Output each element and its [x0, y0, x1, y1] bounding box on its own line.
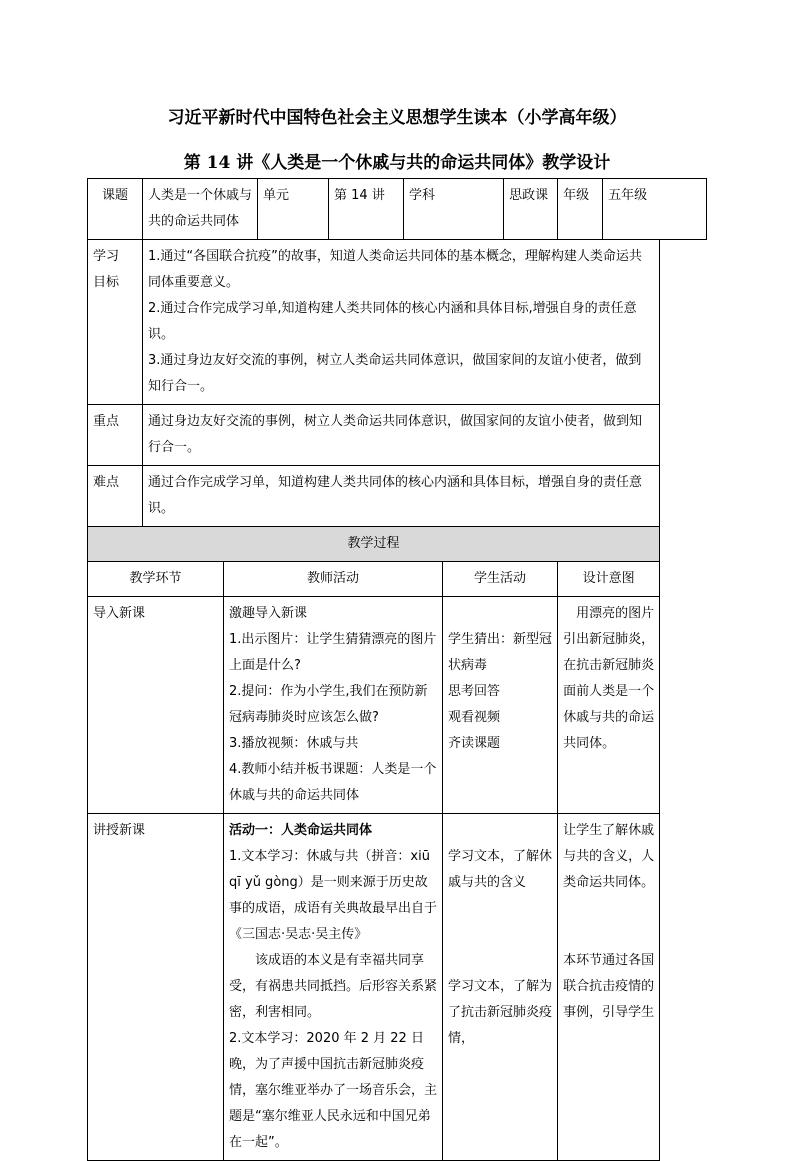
unit-value: 第 14 讲	[329, 179, 404, 240]
stage-intro-teacher	[224, 597, 443, 814]
student-text: 学习文本，了解休戚与共的含义	[448, 849, 553, 890]
teacher-step: 激趣导入新课	[229, 606, 308, 621]
unit-label: 单元	[258, 179, 329, 240]
document-title: 习近平新时代中国特色社会主义思想学生读本（小学高年级）	[167, 108, 627, 128]
difficulty-text: 通过合作完成学习单，知道构建人类共同体的核心内涵和具体目标，增强自身的责任意识。	[143, 466, 660, 527]
stage-new-student	[443, 814, 558, 1161]
goals-row	[88, 240, 707, 405]
stage-new-row	[88, 814, 707, 1161]
col-teacher: 教师活动	[224, 562, 443, 597]
goal-item: 3.通过身边友好交流的事例，树立人类命运共同体意识，做国家间的友谊小使者，做到知行合一。	[148, 353, 642, 394]
stage-new-label: 讲授新课	[88, 814, 224, 1161]
process-header-row	[88, 527, 707, 562]
teacher-step: 1.出示图片：让学生猜猜漂亮的图片上面是什么?	[229, 632, 437, 673]
course-value: 人类是一个休戚与共的命运共同体	[143, 179, 258, 240]
student-step: 学生猜出：新型冠状病毒	[448, 632, 553, 673]
key-point-label: 重点	[88, 405, 143, 466]
course-label: 课题	[88, 179, 143, 240]
stage-intro-label: 导入新课	[88, 597, 224, 814]
goal-item: 2.通过合作完成学习单,知道构建人类共同体的核心内涵和具体目标,增强自身的责任意识。	[148, 301, 637, 342]
goals-label: 学习目标	[88, 240, 143, 405]
col-stage: 教学环节	[88, 562, 224, 597]
stage-intro-design: 用漂亮的图片引出新冠肺炎，在抗击新冠肺炎面前人类是一个休戚与共的命运共同体。	[558, 597, 660, 814]
process-header: 教学过程	[88, 527, 660, 562]
student-step: 齐读课题	[448, 736, 501, 751]
teacher-step: 3.播放视频：休戚与共	[229, 736, 359, 751]
grade-label: 年级	[558, 179, 603, 240]
design-text: 本环节通过各国联合抗击疫情的事例，引导学生	[563, 953, 655, 1020]
student-step: 观看视频	[448, 710, 501, 725]
col-student: 学生活动	[443, 562, 558, 597]
key-point-row	[88, 405, 707, 466]
course-row	[88, 179, 707, 240]
subject-label: 学科	[404, 179, 504, 240]
activity-title: 活动一：人类命运共同体	[229, 823, 373, 838]
teacher-step: 2.提问：作为小学生,我们在预防新冠病毒肺炎时应该怎么做?	[229, 684, 428, 725]
teacher-text: 1.文本学习：休戚与共（拼音：xiū qī yǔ gòng）是一则来源于历史故事的成语，成语有关典故最早出自于《三国志·吴志·吴主传》	[229, 849, 438, 942]
difficulty-label: 难点	[88, 466, 143, 527]
stage-intro-student	[443, 597, 558, 814]
teacher-step: 4.教师小结并板书课题：人类是一个休戚与共的命运共同体	[229, 762, 437, 803]
student-step: 思考回答	[448, 684, 501, 699]
goals-content	[143, 240, 660, 405]
subject-value: 思政课	[504, 179, 558, 240]
student-text: 学习文本，了解为了抗击新冠肺炎疫情，	[448, 979, 553, 1046]
stage-intro-row	[88, 597, 707, 814]
stage-new-teacher	[224, 814, 443, 1161]
stage-new-design	[558, 814, 660, 1161]
lesson-plan-table	[87, 178, 707, 1161]
design-text: 让学生了解休戚与共的含义，人类命运共同体。	[563, 823, 655, 890]
teacher-text: 2.文本学习：2020 年 2 月 22 日晚，为了声援中国抗击新冠肺炎疫情，塞尔维亚举办了一场音乐会，主题是“塞尔维亚人民永远和中国兄弟在一起”。	[229, 1031, 438, 1150]
process-columns-row	[88, 562, 707, 597]
grade-value: 五年级	[603, 179, 707, 240]
col-design: 设计意图	[558, 562, 660, 597]
key-point-text: 通过身边友好交流的事例，树立人类命运共同体意识，做国家间的友谊小使者，做到知行合一。	[143, 405, 660, 466]
teacher-text: 该成语的本义是有幸福共同享受，有祸患共同抵挡。后形容关系紧密，利害相同。	[229, 953, 438, 1020]
lesson-title: 第 14 讲《人类是一个休戚与共的命运共同体》教学设计	[183, 153, 611, 173]
difficulty-row	[88, 466, 707, 527]
goal-item: 1.通过“各国联合抗疫”的故事，知道人类命运共同体的基本概念，理解构建人类命运共同体重要意义。	[148, 249, 642, 290]
